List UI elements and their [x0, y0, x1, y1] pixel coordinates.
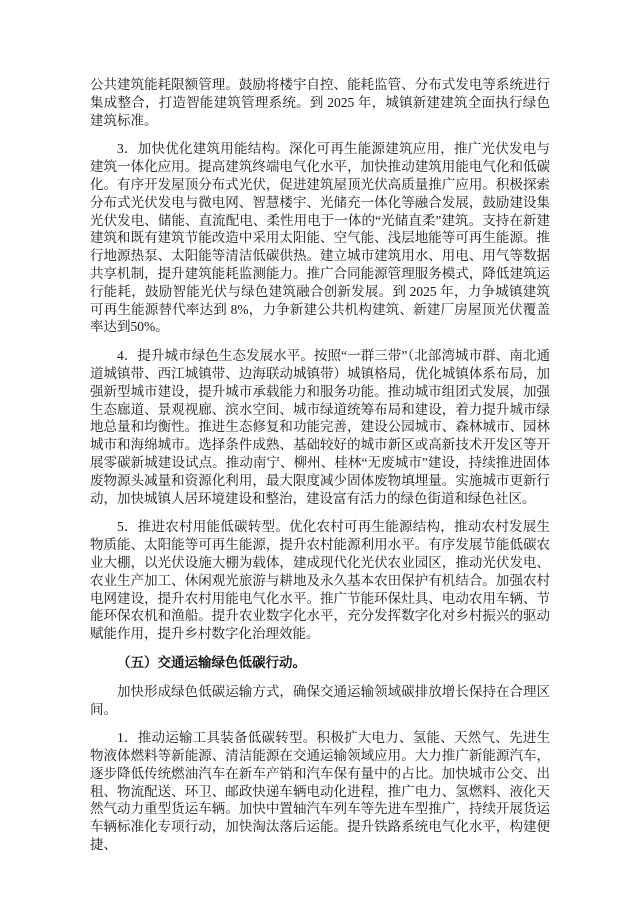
paragraph-building-energy-quota: 公共建筑能耗限额管理。鼓励将楼宇自控、能耗监管、分布式发电等系统进行集成整合，打造智能建筑管理系统。到 2025 年，城镇新建建筑全面执行绿色建筑标准。	[90, 77, 550, 128]
paragraph-4-urban-green-ecology: 4．提升城市绿色生态发展水平。按照“一群三带”（北部湾城市群、南北通道城镇带、西江城镇带、边海联动城镇带）城镇格局，优化城镇体系布局，加强新型城市建设，提升城市承载能力和服务功能。推动城市组团式发展，加强生态廊道、景观视廊、滨水空间、城市绿道统筹布局和建设，着力提升城市绿地总量和均衡性。推进生态修复和功能完善，建设公园城市、森林城市、园林城市和海绵城市。选择条件成熟、基础较好的城市新区或高新技术开发区等开展零碳新城建设试点。推动南宁、柳州、桂林“无废城市”建设，持续推进固体废物源头减量和资源化利用，最大限度减少固体废物填埋量。实施城市更新行动，加快城镇人居环境建设和整治，建设富有活力的绿色街道和绿色社区。	[90, 348, 550, 506]
paragraph-5-rural-energy-transition: 5．推进农村用能低碳转型。优化农村可再生能源结构，推动农村发展生物质能、太阳能等可再生能源，提升农村能源利用水平。有序发展节能低碳农业大棚，以光伏设施大棚为载体，建成现代化光伏农业园区，推动光伏发电、农业生产加工、休闲观光旅游与耕地及永久基本农田保护有机结合。加强农村电网建设，提升农村用能电气化水平。推广节能环保灶具、电动农用车辆、节能环保农机和渔船。提升农业数字化水平，充分发挥数字化对乡村振兴的驱动赋能作用，提升乡村数字化治理效能。	[90, 519, 550, 642]
section-heading-transport-action: （五）交通运输绿色低碳行动。	[117, 654, 306, 670]
paragraph-3-building-energy-structure: 3．加快优化建筑用能结构。深化可再生能源建筑应用，推广光伏发电与建筑一体化应用。提高建筑终端电气化水平，加快推动建筑用能电气化和低碳化。有序开发屋顶分布式光伏，促进建筑屋顶光伏高质量推广应用。积极探索分布式光伏发电与微电网、智慧楼宇、光储充一体化等融合发展，鼓励建设集光伏发电、储能、直流配电、柔性用电于一体的“光储直柔”建筑。支持在新建建筑和既有建筑节能改造中采用太阳能、空气能、浅层地能等可再生能源。推行地源热泵、太阳能等清洁低碳供热。建立城市建筑用水、用电、用气等数据共享机制，提升建筑能耗监测能力。推广合同能源管理服务模式，降低建筑运行能耗，鼓励智能光伏与绿色建筑融合创新发展。到 2025 年，力争城镇建筑可再生能源替代率达到 8%，力争新建公共机构建筑、新建厂房屋顶光伏覆盖率达到50%。	[90, 141, 550, 335]
paragraph-transport-intro: 加快形成绿色低碳运输方式，确保交通运输领域碳排放增长保持在合理区间。	[90, 683, 550, 717]
paragraph-1-transport-equipment: 1．推动运输工具装备低碳转型。积极扩大电力、氢能、天然气、先进生物液体燃料等新能源、清洁能源在交通运输领域应用。大力推广新能源汽车，逐步降低传统燃油汽车在新车产销和汽车保有量中的占比。加快城市公交、出租、物流配送、环卫、邮政快递车辆电动化进程，推广电力、氢燃料、液化天然气动力重型货运车辆。加快中置轴汽车列车等先进车型推广，持续开展货运车辆标准化专项行动，加快淘汰落后运能。提升铁路系统电气化水平，构建便捷、	[90, 730, 550, 853]
